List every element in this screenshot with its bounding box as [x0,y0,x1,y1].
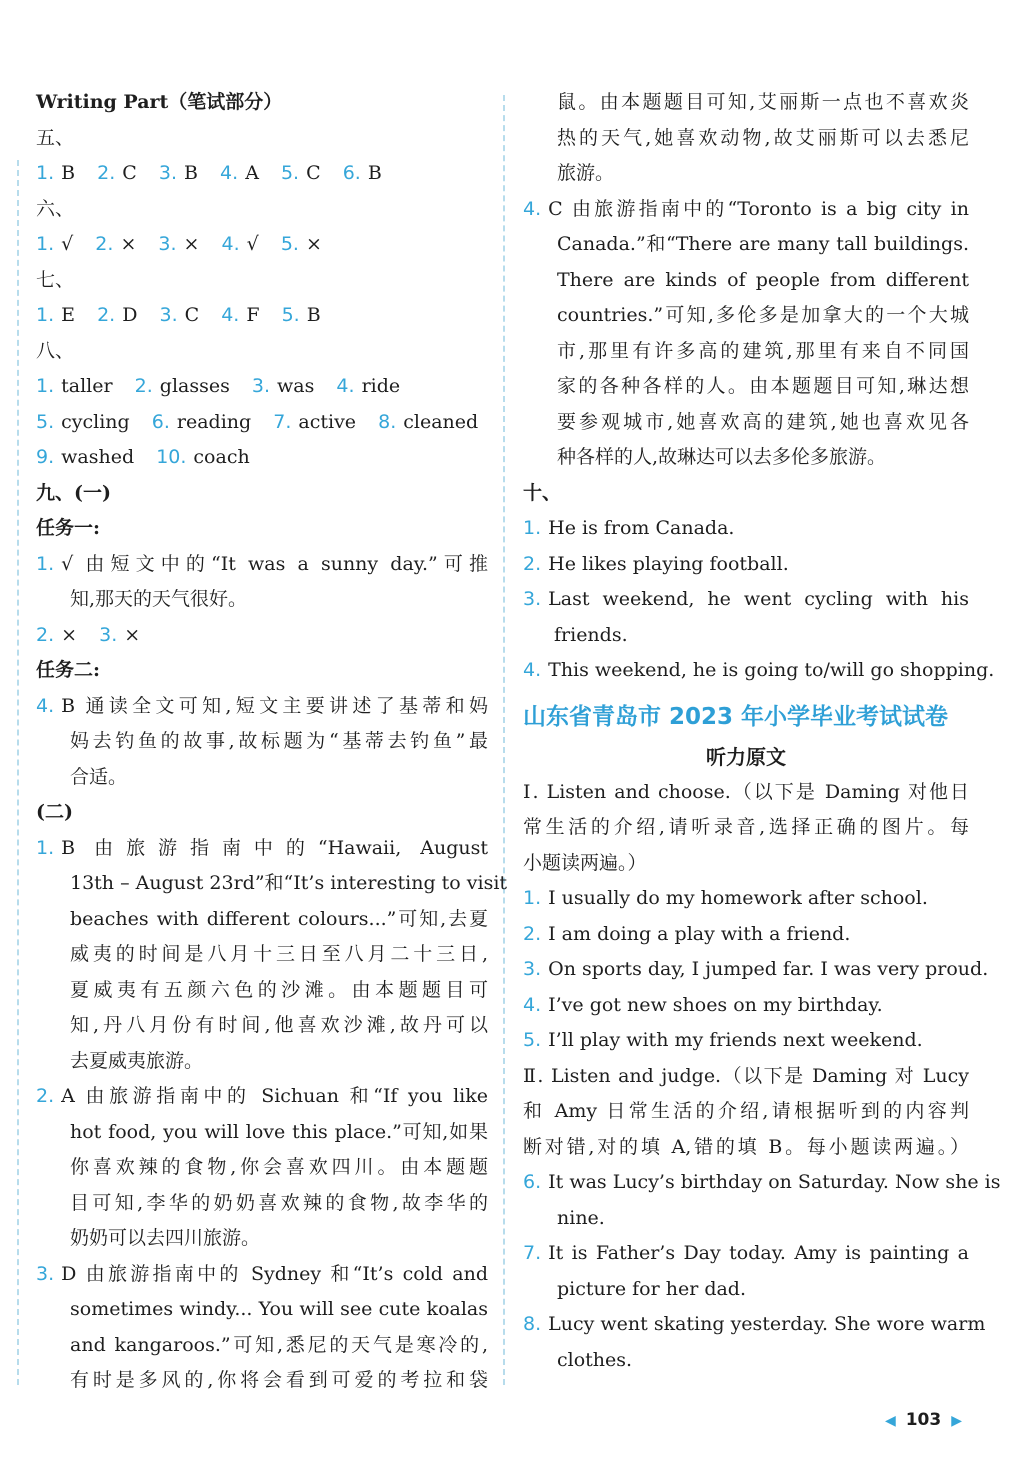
q-num: 2. [134,375,153,397]
answer: was [277,375,315,397]
triangle-left-icon[interactable]: ◀ [884,1413,896,1429]
q1-line2: 知,那天的天气很好。 [70,588,248,610]
answer: He is from Canada. [548,517,735,539]
q-num: 5. [280,162,300,184]
q-num: 2. [95,233,114,255]
q-num: 6. [523,1171,542,1193]
explanation-text: √ 由短文中的“It was a sunny day.”可推 [61,552,488,575]
answer: × [183,233,200,255]
s10-a3-line1 [523,582,969,618]
listen-7-line1 [523,1236,969,1272]
q-num: 2. [523,922,542,945]
p2-line4: 目可知,李华的奶奶喜欢辣的食物,故李华的 [70,1191,488,1214]
explanation-text: B 由旅游指南中的“Hawaii, August [61,836,488,859]
answers-8-row3 [36,440,488,476]
q4-line3: 合适。 [70,765,128,788]
part2-instr-line1: Ⅱ. Listen and judge.（以下是 Daming 对 Lucy [523,1064,969,1087]
q-num: 1. [36,233,55,255]
listen-8-line1 [523,1307,986,1343]
page-number: 103 [905,1410,942,1430]
listen-3 [523,952,989,988]
part2-instr-line3: 断对错,对的填 A,错的填 B。每小题读两遍。） [523,1135,969,1158]
q-num: 1. [36,375,55,397]
section-heading-5: 五、 [36,126,75,149]
listen-8-line2: clothes. [557,1348,633,1371]
p1-line4: 威夷的时间是八月十三日至八月二十三日, [70,943,488,965]
s10-a3-line2: friends. [554,623,628,646]
p3-cont-line1: 鼠。由本题题目可知,艾丽斯一点也不喜欢炎 [557,91,969,113]
triangle-right-icon[interactable]: ▶ [951,1413,962,1429]
answer: A [245,162,259,184]
section-heading-8: 八、 [36,339,75,362]
p4-line2: Canada.”和“There are many tall buildings. [557,233,969,255]
p4-line3: There are kinds of people from different [557,268,969,291]
answer: B [367,162,382,184]
answer: Last weekend, he went cycling with his [548,588,969,610]
listen-2 [523,917,969,953]
answer: This weekend, he is going to/will go shopping. [548,659,995,681]
q-num: 9. [36,446,55,468]
q2-3 [36,618,488,654]
q-num: 4. [36,694,55,717]
q-num: 1. [523,517,542,539]
p2-line2: hot food, you will love this place.”可知,如果 [70,1120,488,1143]
answer: × [61,623,78,646]
listen-5 [523,1023,969,1059]
q-num: 4. [221,233,240,255]
s10-a4 [523,653,995,689]
answers-8-row2 [36,405,488,441]
answer: B [184,162,198,184]
part1-instr-line3: 小题读两遍。） [523,851,647,874]
q-num: 3. [36,1262,55,1285]
p4-line5: 市,那里有许多高的建筑,那里有来自不同国 [557,339,969,362]
listen-1 [523,881,969,917]
transcript-text: Lucy went skating yesterday. She wore warm [548,1313,986,1335]
q-num: 4. [523,659,542,681]
part-2-heading: (二) [36,801,73,823]
q-num: 7. [523,1242,542,1264]
q-num: 8. [523,1313,542,1335]
explanation-text: D 由旅游指南中的 Sydney 和“It’s cold and [61,1262,488,1285]
q1-line1 [36,547,488,583]
q-num: 4. [336,375,355,397]
q-num: 3. [523,958,542,980]
q-num: 3. [159,304,178,326]
p4-line7: 要参观城市,她喜欢高的建筑,她也喜欢见各 [557,410,969,433]
q-num: 3. [251,375,271,397]
transcript-text: It was Lucy’s birthday on Saturday. Now she is [548,1171,1001,1193]
answer: He likes playing football. [548,552,789,575]
answer: coach [193,446,250,468]
exam-title: 山东省青岛市 2023 年小学毕业考试试卷 [523,703,949,730]
q-num: 1. [523,887,542,909]
q-num: 10. [156,446,187,468]
answer: active [298,410,357,433]
answer: × [305,233,322,255]
q-num: 2. [97,162,116,184]
answers-7 [36,298,488,334]
page-footer [875,1406,972,1434]
part2-instr-line2: 和 Amy 日常生活的介绍,请根据听到的内容判 [523,1100,969,1122]
answer: √ [246,233,259,255]
q-num: 1. [36,552,55,575]
q-num: 6. [151,410,170,433]
section-heading-9: 九、(一) [36,481,111,504]
left-column [36,85,508,1399]
q-num: 8. [378,410,397,433]
q-num: 2. [36,1085,55,1107]
q-num: 1. [36,162,55,184]
listening-transcript-title: 听力原文 [706,744,786,769]
task-1-heading: 任务一: [36,517,101,539]
s10-a2 [523,547,969,583]
right-column [523,85,1001,1378]
q-num: 5. [281,304,300,326]
p3-line4: 有时是多风的,你将会看到可爱的考拉和袋 [70,1369,488,1391]
p1-line5: 夏威夷有五颜六色的沙滩。由本题题目可 [70,978,488,1001]
q-num: 2. [36,623,55,646]
p4-line4: countries.”可知,多伦多是加拿大的一个大城 [557,304,969,326]
section-title: Writing Part（笔试部分） [36,91,283,113]
q-num: 6. [342,162,361,184]
p3-cont-line2: 热的天气,她喜欢动物,故艾丽斯可以去悉尼 [557,126,969,149]
answer: B [306,304,321,326]
q-num: 3. [158,162,178,184]
p3-line2: sometimes windy... You will see cute koalas [70,1298,488,1320]
answer: ride [361,375,401,397]
answer: √ [61,233,74,255]
q-num: 3. [523,588,542,610]
p4-line1 [523,192,969,228]
q-num: 1. [36,304,55,326]
explanation-text: A 由旅游指南中的 Sichuan 和“If you like [61,1085,488,1107]
answer: × [120,233,137,255]
p1-line1 [36,831,488,867]
column-divider [503,95,505,1385]
answer: C [306,162,321,184]
p4-line8: 种各样的人,故琳达可以去多伦多旅游。 [557,446,887,468]
part1-instr-line1: Ⅰ. Listen and choose.（以下是 Daming 对他日 [523,780,969,803]
answer: reading [176,410,252,433]
q4-line1 [36,689,488,725]
transcript-text: On sports day, I jumped far. I was very proud. [548,958,989,980]
answers-8-row1 [36,369,488,405]
p4-line6: 家的各种各样的人。由本题题目可知,琳达想 [557,375,969,397]
p2-line1 [36,1079,488,1115]
answer: cleaned [403,410,479,433]
answer: taller [61,375,113,397]
p1-line3: beaches with different colours...”可知,去夏 [70,907,488,930]
p3-line3: and kangaroos.”可知,悉尼的天气是寒冷的, [70,1333,488,1356]
q4-line2: 妈去钓鱼的故事,故标题为“基蒂去钓鱼”最 [70,730,488,752]
section-heading-10: 十、 [523,481,562,504]
answer: B [61,162,76,184]
q-num: 4. [523,197,542,220]
p1-line6: 知,丹八月份有时间,他喜欢沙滩,故丹可以 [70,1014,488,1036]
q-num: 4. [221,304,240,326]
q-num: 5. [280,233,299,255]
listen-6-line2: nine. [557,1206,605,1229]
p1-line2: 13th – August 23rd”和“It’s interesting to visit [70,872,508,894]
p3-line1 [36,1257,488,1293]
q-num: 3. [99,623,118,646]
transcript-text: I usually do my homework after school. [548,887,928,909]
transcript-text: I am doing a play with a friend. [548,922,851,945]
listen-6-line1 [523,1165,1001,1201]
q-num: 5. [36,410,55,433]
answer: E [61,304,76,326]
section-heading-7: 七、 [36,268,75,291]
q-num: 4. [523,993,542,1016]
task-2-heading: 任务二: [36,659,101,681]
answers-5 [36,156,488,192]
answer: × [124,623,141,646]
p1-line7: 去夏威夷旅游。 [70,1049,204,1072]
answers-6 [36,227,488,263]
q-num: 2. [97,304,116,326]
q-num: 4. [220,162,239,184]
q-num: 1. [36,836,55,859]
answer: F [246,304,260,326]
answer: cycling [61,410,130,433]
listen-7-line2: picture for her dad. [557,1277,747,1300]
section-heading-6: 六、 [36,197,75,220]
p2-line3: 你喜欢辣的食物,你会喜欢四川。由本题题 [70,1156,488,1178]
left-margin-dashes [17,160,19,1385]
answer: D [122,304,138,326]
explanation-text: C 由旅游指南中的“Toronto is a big city in [548,197,969,220]
answer: C [184,304,200,326]
transcript-text: I’ll play with my friends next weekend. [548,1029,923,1051]
p3-cont-line3: 旅游。 [557,162,615,184]
answer: glasses [159,375,230,397]
q-num: 7. [273,410,292,433]
explanation-text: B 通读全文可知,短文主要讲述了基蒂和妈 [61,694,488,717]
transcript-text: It is Father’s Day today. Amy is painting a [548,1242,969,1264]
answer: C [122,162,137,184]
part1-instr-line2: 常生活的介绍,请听录音,选择正确的图片。每 [523,816,969,838]
transcript-text: I’ve got new shoes on my birthday. [548,993,883,1016]
listen-4 [523,988,969,1024]
q-num: 2. [523,552,542,575]
p2-line5: 奶奶可以去四川旅游。 [70,1227,261,1249]
q-num: 5. [523,1029,542,1051]
s10-a1 [523,511,969,547]
q-num: 3. [158,233,177,255]
answer: washed [61,446,135,468]
